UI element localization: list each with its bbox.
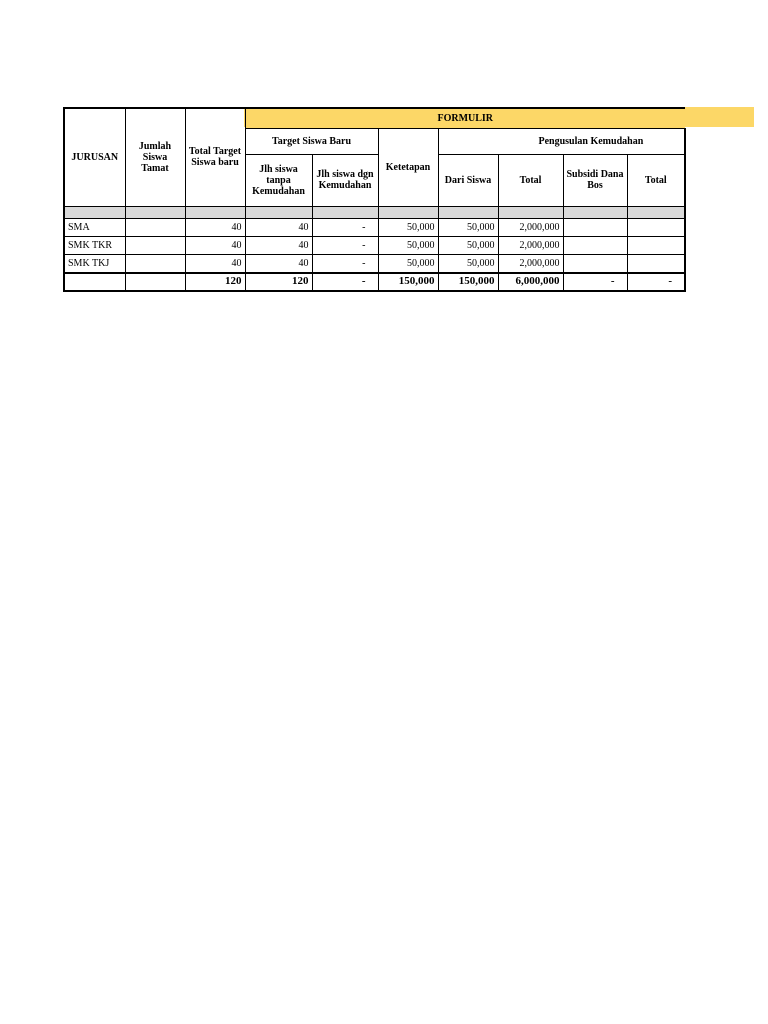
kemudahan-table [63, 107, 686, 292]
separator-row [64, 206, 685, 218]
header-jurusan: JURUSAN [64, 108, 125, 206]
cell-jumlah [125, 254, 185, 273]
cell-total: 2,000,000 [498, 218, 563, 236]
cell-ketetapan: 50,000 [378, 254, 438, 273]
total-jurusan [64, 273, 125, 291]
total-total: 6,000,000 [498, 273, 563, 291]
cell-dgn: - [312, 254, 378, 273]
cell-dari-siswa: 50,000 [438, 236, 498, 254]
total-target: 120 [185, 273, 245, 291]
cell-subsidi [563, 218, 627, 236]
header-ketetapan: Ketetapan [378, 128, 438, 206]
header-dari-siswa: Dari Siswa [438, 154, 498, 206]
cell-total: 2,000,000 [498, 236, 563, 254]
total-dgn: - [312, 273, 378, 291]
total-tanpa: 120 [245, 273, 312, 291]
header-jlh-tanpa-kemudahan: Jlh siswa tanpa Kemudahan [245, 154, 312, 206]
table-row [64, 218, 685, 236]
cell-jumlah [125, 236, 185, 254]
header-jumlah-siswa-tamat: Jumlah Siswa Tamat [125, 108, 185, 206]
header-total-2: Total [627, 154, 685, 206]
cell-tanpa: 40 [245, 236, 312, 254]
header-total: Total [498, 154, 563, 206]
cell-jumlah [125, 218, 185, 236]
cell-ketetapan: 50,000 [378, 236, 438, 254]
cell-subsidi [563, 254, 627, 273]
spreadsheet [63, 107, 686, 292]
total-dari-siswa: 150,000 [438, 273, 498, 291]
cell-total-2 [627, 254, 685, 273]
cell-total-2 [627, 218, 685, 236]
cell-tanpa: 40 [245, 218, 312, 236]
header-formulir: FORMULIR [245, 108, 685, 128]
cell-total-2 [627, 236, 685, 254]
table-row [64, 236, 685, 254]
header-pengusulan-kemudahan: Pengusulan Kemudahan [438, 128, 685, 154]
total-subsidi: - [563, 273, 627, 291]
cell-tanpa: 40 [245, 254, 312, 273]
cell-dari-siswa: 50,000 [438, 254, 498, 273]
totals-row [64, 273, 685, 291]
header-jlh-dgn-kemudahan: Jlh siswa dgn Kemudahan [312, 154, 378, 206]
cell-jurusan: SMA [64, 218, 125, 236]
header-total-target: Total Target Siswa baru [185, 108, 245, 206]
total-jumlah [125, 273, 185, 291]
cell-ketetapan: 50,000 [378, 218, 438, 236]
header-subsidi-dana-bos: Subsidi Dana Bos [563, 154, 627, 206]
cell-dgn: - [312, 218, 378, 236]
cell-jurusan: SMK TKJ [64, 254, 125, 273]
cell-total: 2,000,000 [498, 254, 563, 273]
cell-total-target: 40 [185, 218, 245, 236]
cell-jurusan: SMK TKR [64, 236, 125, 254]
cell-dari-siswa: 50,000 [438, 218, 498, 236]
cell-total-target: 40 [185, 236, 245, 254]
total-ketetapan: 150,000 [378, 273, 438, 291]
header-target-siswa-baru: Target Siswa Baru [245, 128, 378, 154]
cell-dgn: - [312, 236, 378, 254]
cell-total-target: 40 [185, 254, 245, 273]
table-row [64, 254, 685, 273]
cell-subsidi [563, 236, 627, 254]
total-total-2: - [627, 273, 685, 291]
